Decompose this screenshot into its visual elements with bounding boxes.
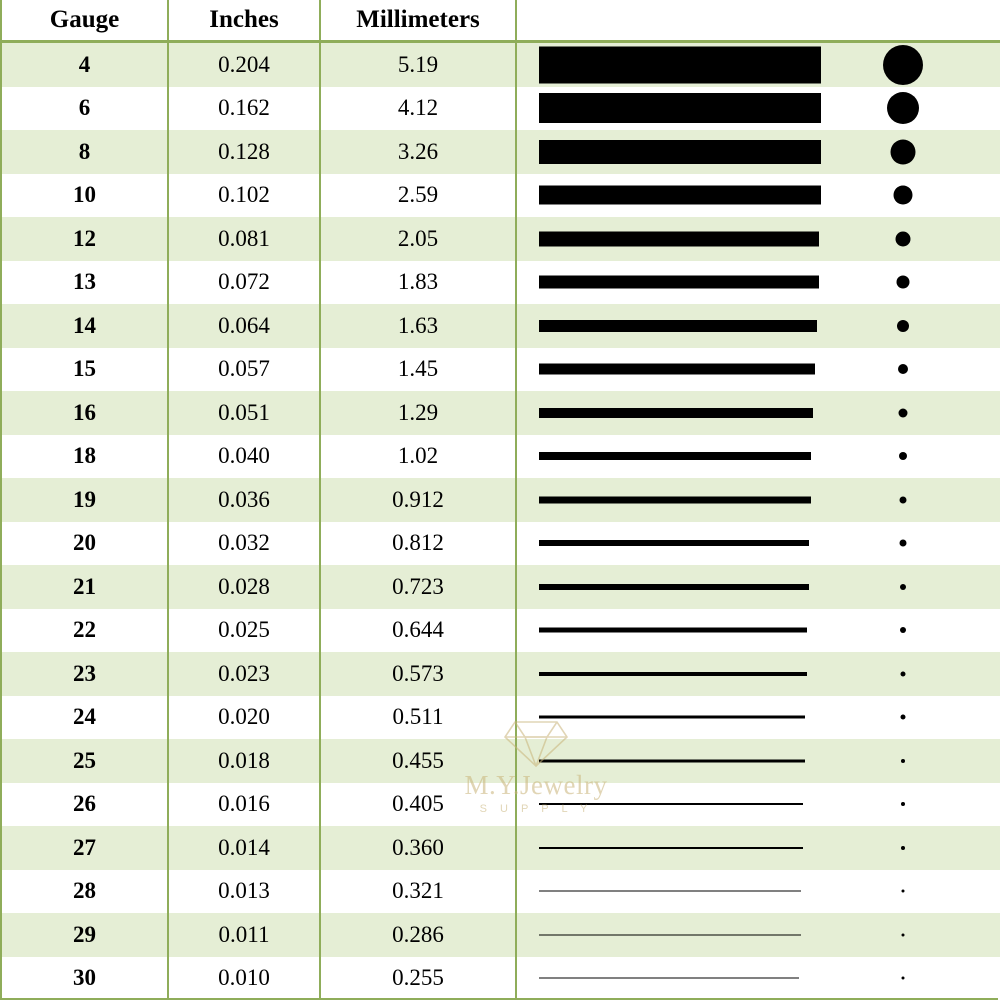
thickness-dot <box>902 933 905 936</box>
thickness-bar <box>539 186 821 205</box>
table-row <box>2 522 1000 566</box>
cell-inches: 0.023 <box>168 652 320 696</box>
thickness-dot <box>883 45 923 85</box>
cell-gauge: 24 <box>2 696 168 740</box>
cell-millimeters: 2.59 <box>320 174 516 218</box>
cell-gauge: 23 <box>2 652 168 696</box>
table-row <box>2 174 1000 218</box>
table-header <box>2 0 1000 42</box>
cell-gauge: 18 <box>2 435 168 479</box>
thickness-visual <box>517 696 1000 740</box>
table-row <box>2 261 1000 305</box>
thickness-visual <box>517 217 1000 261</box>
cell-gauge: 4 <box>2 42 168 87</box>
thickness-bar <box>539 46 821 83</box>
table-row <box>2 42 1000 87</box>
thickness-visual <box>517 87 1000 131</box>
cell-inches: 0.036 <box>168 478 320 522</box>
cell-inches: 0.020 <box>168 696 320 740</box>
cell-gauge: 10 <box>2 174 168 218</box>
table-row <box>2 696 1000 740</box>
column-header-visual <box>516 0 1000 42</box>
cell-inches: 0.010 <box>168 957 320 1000</box>
cell-visual <box>516 957 1000 1000</box>
cell-millimeters: 4.12 <box>320 87 516 131</box>
table-row <box>2 739 1000 783</box>
thickness-visual <box>517 652 1000 696</box>
table-row <box>2 87 1000 131</box>
cell-gauge: 12 <box>2 217 168 261</box>
thickness-bar <box>539 584 809 590</box>
cell-gauge: 13 <box>2 261 168 305</box>
cell-inches: 0.072 <box>168 261 320 305</box>
cell-inches: 0.028 <box>168 565 320 609</box>
cell-gauge: 14 <box>2 304 168 348</box>
table-row <box>2 217 1000 261</box>
column-header-millimeters: Millimeters <box>320 0 516 42</box>
cell-gauge: 8 <box>2 130 168 174</box>
cell-millimeters: 0.405 <box>320 783 516 827</box>
cell-millimeters: 0.321 <box>320 870 516 914</box>
cell-inches: 0.016 <box>168 783 320 827</box>
thickness-dot <box>891 139 916 164</box>
thickness-bar <box>539 452 811 460</box>
cell-millimeters: 1.63 <box>320 304 516 348</box>
cell-millimeters: 0.511 <box>320 696 516 740</box>
thickness-bar <box>539 891 801 892</box>
watermark-tagline: S U P P L Y <box>479 803 593 815</box>
thickness-bar <box>539 847 803 849</box>
cell-gauge: 6 <box>2 87 168 131</box>
cell-gauge: 15 <box>2 348 168 392</box>
cell-millimeters: 1.83 <box>320 261 516 305</box>
cell-gauge: 30 <box>2 957 168 1000</box>
thickness-bar <box>539 759 805 762</box>
thickness-bar <box>539 540 809 546</box>
cell-gauge: 19 <box>2 478 168 522</box>
thickness-visual <box>517 435 1000 479</box>
cell-visual <box>516 42 1000 87</box>
cell-millimeters: 5.19 <box>320 42 516 87</box>
thickness-bar <box>539 93 821 123</box>
thickness-bar <box>539 320 817 332</box>
cell-inches: 0.025 <box>168 609 320 653</box>
wire-gauge-table <box>2 0 1000 1000</box>
table-row <box>2 565 1000 609</box>
cell-inches: 0.011 <box>168 913 320 957</box>
table-row <box>2 478 1000 522</box>
cell-millimeters: 1.29 <box>320 391 516 435</box>
thickness-visual <box>517 130 1000 174</box>
cell-millimeters: 1.45 <box>320 348 516 392</box>
cell-visual <box>516 261 1000 305</box>
cell-millimeters: 1.02 <box>320 435 516 479</box>
thickness-visual <box>517 609 1000 653</box>
thickness-dot <box>901 715 906 720</box>
cell-millimeters: 0.912 <box>320 478 516 522</box>
cell-visual <box>516 348 1000 392</box>
thickness-dot <box>899 452 907 460</box>
cell-visual <box>516 783 1000 827</box>
thickness-dot <box>902 890 905 893</box>
thickness-dot <box>901 802 905 806</box>
cell-inches: 0.014 <box>168 826 320 870</box>
table-row <box>2 652 1000 696</box>
thickness-dot <box>900 584 906 590</box>
cell-millimeters: 0.573 <box>320 652 516 696</box>
table-row <box>2 130 1000 174</box>
thickness-visual <box>517 957 1000 1000</box>
thickness-dot <box>896 231 911 246</box>
thickness-visual <box>517 391 1000 435</box>
thickness-dot <box>901 846 905 850</box>
cell-inches: 0.128 <box>168 130 320 174</box>
cell-gauge: 25 <box>2 739 168 783</box>
cell-visual <box>516 870 1000 914</box>
thickness-bar <box>539 231 819 246</box>
table-row <box>2 783 1000 827</box>
cell-inches: 0.040 <box>168 435 320 479</box>
thickness-bar <box>539 716 805 719</box>
cell-inches: 0.081 <box>168 217 320 261</box>
thickness-visual <box>517 478 1000 522</box>
thickness-dot <box>900 627 906 633</box>
cell-millimeters: 2.05 <box>320 217 516 261</box>
table-body <box>2 42 1000 1000</box>
cell-millimeters: 0.812 <box>320 522 516 566</box>
table-row <box>2 870 1000 914</box>
cell-visual <box>516 652 1000 696</box>
thickness-dot <box>898 364 908 374</box>
cell-visual <box>516 391 1000 435</box>
thickness-bar <box>539 408 813 418</box>
cell-gauge: 16 <box>2 391 168 435</box>
thickness-dot <box>899 408 908 417</box>
thickness-visual <box>517 783 1000 827</box>
thickness-dot <box>887 92 919 124</box>
watermark-name: M.Y.Jewelry <box>464 770 608 800</box>
cell-inches: 0.057 <box>168 348 320 392</box>
table-row <box>2 609 1000 653</box>
thickness-visual <box>517 261 1000 305</box>
table-row <box>2 826 1000 870</box>
column-header-gauge: Gauge <box>2 0 168 42</box>
table-row <box>2 435 1000 479</box>
thickness-visual <box>517 913 1000 957</box>
cell-millimeters: 0.644 <box>320 609 516 653</box>
cell-inches: 0.204 <box>168 42 320 87</box>
thickness-bar <box>539 276 819 289</box>
thickness-bar <box>539 496 811 503</box>
thickness-dot <box>901 671 906 676</box>
cell-visual <box>516 87 1000 131</box>
cell-millimeters: 3.26 <box>320 130 516 174</box>
thickness-bar <box>539 364 815 375</box>
cell-visual <box>516 130 1000 174</box>
cell-millimeters: 0.286 <box>320 913 516 957</box>
cell-millimeters: 0.455 <box>320 739 516 783</box>
cell-gauge: 22 <box>2 609 168 653</box>
cell-millimeters: 0.723 <box>320 565 516 609</box>
thickness-visual <box>517 870 1000 914</box>
cell-inches: 0.018 <box>168 739 320 783</box>
thickness-bar <box>539 140 821 164</box>
thickness-bar <box>539 672 807 676</box>
thickness-visual <box>517 826 1000 870</box>
cell-gauge: 26 <box>2 783 168 827</box>
cell-gauge: 28 <box>2 870 168 914</box>
thickness-visual <box>517 174 1000 218</box>
thickness-dot <box>902 977 905 980</box>
thickness-visual <box>517 739 1000 783</box>
thickness-visual <box>517 522 1000 566</box>
cell-visual <box>516 739 1000 783</box>
cell-inches: 0.013 <box>168 870 320 914</box>
thickness-bar <box>539 934 801 935</box>
thickness-visual <box>517 304 1000 348</box>
cell-inches: 0.032 <box>168 522 320 566</box>
cell-inches: 0.051 <box>168 391 320 435</box>
table-row <box>2 304 1000 348</box>
thickness-visual <box>517 43 1000 87</box>
cell-gauge: 21 <box>2 565 168 609</box>
thickness-bar <box>539 978 799 979</box>
cell-gauge: 29 <box>2 913 168 957</box>
cell-visual <box>516 565 1000 609</box>
cell-gauge: 27 <box>2 826 168 870</box>
thickness-bar <box>539 628 807 633</box>
table-row <box>2 913 1000 957</box>
cell-visual <box>516 435 1000 479</box>
cell-visual <box>516 609 1000 653</box>
table-row <box>2 348 1000 392</box>
cell-gauge: 20 <box>2 522 168 566</box>
cell-visual <box>516 174 1000 218</box>
table-row <box>2 391 1000 435</box>
thickness-dot <box>900 496 907 503</box>
cell-inches: 0.064 <box>168 304 320 348</box>
cell-visual <box>516 826 1000 870</box>
thickness-dot <box>901 759 905 763</box>
cell-millimeters: 0.255 <box>320 957 516 1000</box>
cell-visual <box>516 217 1000 261</box>
thickness-bar <box>539 803 803 805</box>
thickness-visual <box>517 348 1000 392</box>
column-header-inches: Inches <box>168 0 320 42</box>
cell-visual <box>516 913 1000 957</box>
cell-inches: 0.162 <box>168 87 320 131</box>
thickness-visual <box>517 565 1000 609</box>
thickness-dot <box>897 276 910 289</box>
cell-visual <box>516 478 1000 522</box>
cell-visual <box>516 696 1000 740</box>
cell-visual <box>516 304 1000 348</box>
thickness-dot <box>897 320 909 332</box>
cell-millimeters: 0.360 <box>320 826 516 870</box>
header-row <box>2 0 1000 42</box>
cell-visual <box>516 522 1000 566</box>
thickness-dot <box>900 540 907 547</box>
thickness-dot <box>894 186 913 205</box>
cell-inches: 0.102 <box>168 174 320 218</box>
table-row <box>2 957 1000 1000</box>
